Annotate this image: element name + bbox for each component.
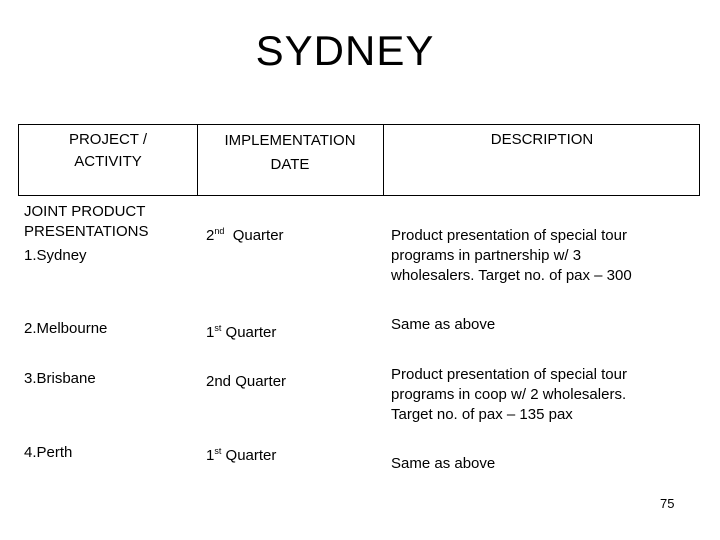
- row-1-activity: [24, 202, 148, 266]
- row-4-description: Same as above: [391, 455, 496, 472]
- row-1-description: [391, 226, 632, 286]
- activity-group-line2: PRESENTATIONS: [24, 223, 149, 240]
- slide-title: SYDNEY: [255, 27, 435, 74]
- page-number: 75: [660, 496, 675, 511]
- activity-group-line1: JOINT PRODUCT: [24, 203, 146, 220]
- date-number: 1: [206, 447, 215, 464]
- description-line: programs in coop w/ 2 wholesalers.: [391, 386, 627, 403]
- row-4-date: [206, 446, 276, 466]
- activity-name: 1.Sydney: [24, 247, 87, 264]
- row-3-description: [391, 365, 627, 425]
- description-line: Product presentation of special tour: [391, 366, 627, 383]
- description-line: wholesalers. Target no. of pax – 300: [391, 267, 632, 284]
- header-implementation-date-line1: IMPLEMENTATION: [224, 132, 356, 149]
- table-header: [18, 124, 700, 196]
- date-number: 1: [206, 324, 215, 341]
- date-suffix: st: [214, 446, 222, 456]
- header-project-activity-line2: ACTIVITY: [74, 153, 142, 170]
- date-suffix: st: [214, 323, 222, 333]
- header-description: DESCRIPTION: [490, 131, 594, 148]
- row-3-date: 2nd Quarter: [206, 373, 287, 390]
- row-1-date: [206, 226, 284, 246]
- description-line: programs in partnership w/ 3: [391, 247, 582, 264]
- row-4-activity: 4.Perth: [24, 444, 73, 461]
- header-implementation-date: [197, 129, 383, 177]
- date-suffix: nd: [214, 226, 225, 236]
- row-2-date: [206, 323, 276, 343]
- date-number: 2: [206, 227, 215, 244]
- header-project-activity-line1: PROJECT /: [68, 131, 148, 148]
- row-3-activity: 3.Brisbane: [24, 370, 96, 387]
- description-line: Product presentation of special tour: [391, 227, 627, 244]
- row-2-activity: 2.Melbourne: [24, 320, 108, 337]
- description-line: Target no. of pax – 135 pax: [391, 406, 573, 423]
- date-rest: Quarter: [232, 227, 284, 244]
- date-rest: Quarter: [225, 324, 277, 341]
- header-project-activity: [19, 129, 197, 173]
- row-2-description: Same as above: [391, 316, 496, 333]
- header-implementation-date-line2: DATE: [270, 156, 310, 173]
- date-rest: Quarter: [225, 447, 277, 464]
